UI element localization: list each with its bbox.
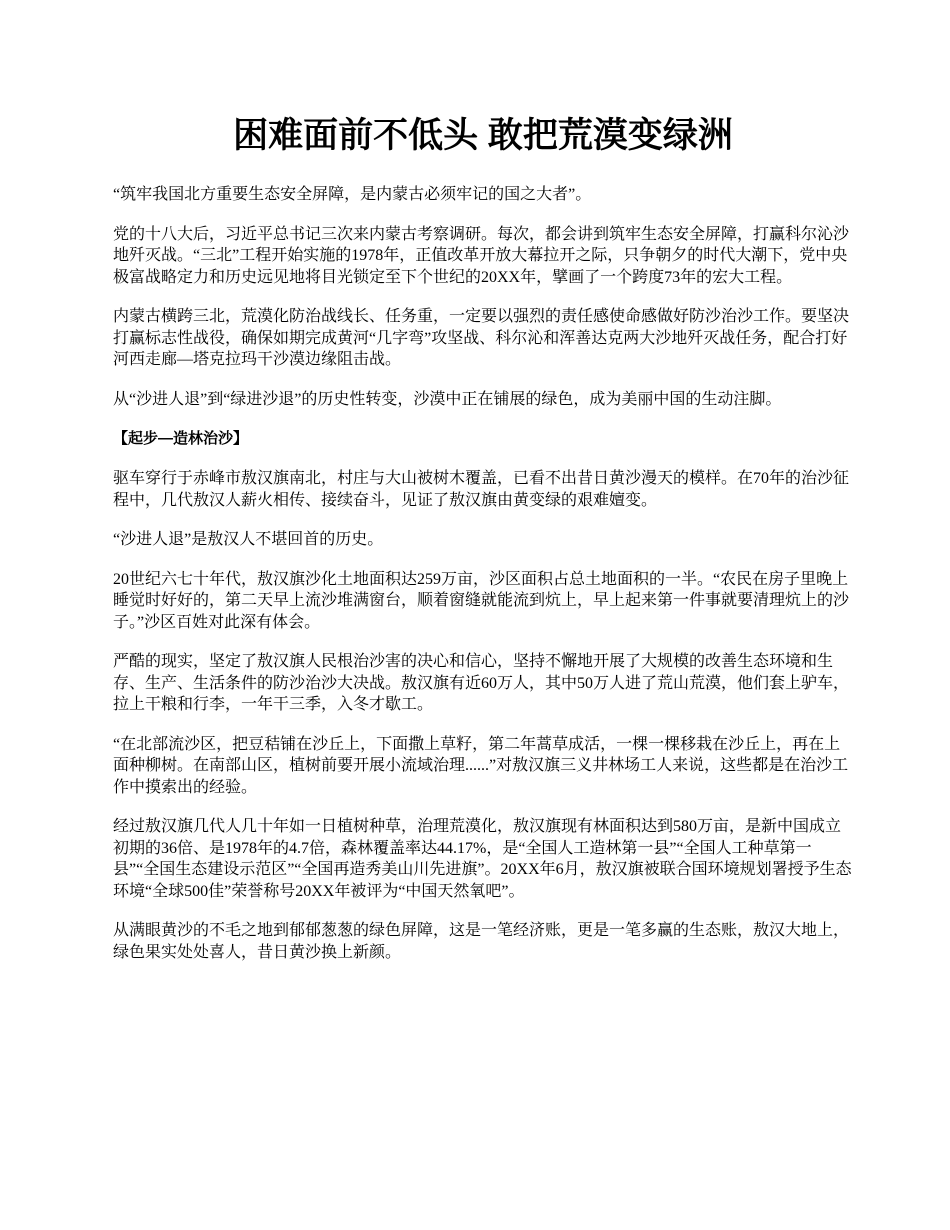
paragraph-mission: 内蒙古横跨三北，荒漠化防治战线长、任务重，一定要以强烈的责任感使命感做好防沙治沙工作。要坚决打赢标志性战役，确保如期完成黄河“几字弯”攻坚战、科尔沁和浑善达克两大沙地歼灭战任务，配合打好河西走廊—塔克拉玛干沙漠边缘阻击战。 bbox=[113, 308, 850, 368]
paragraph-history: “沙进人退”是敖汉人不堪回首的历史。 bbox=[113, 531, 384, 548]
paragraph-inspection: 党的十八大后，习近平总书记三次来内蒙古考察调研。每次，都会讲到筑牢生态安全屏障，打赢科尔沁沙地歼灭战。“三北”工程开始实施的1978年，正值改革开放大幕拉开之际，只争朝夕的时代大潮下，党中央极富战略定力和历史远见地将目光锁定至下个世纪的20XX年，擘画了一个跨度73年的宏大工程。 bbox=[113, 225, 850, 286]
paragraph-intro-quote: “筑牢我国北方重要生态安全屏障，是内蒙古必须牢记的国之大者”。 bbox=[113, 186, 592, 203]
section-heading: 【起步—造林治沙】 bbox=[113, 430, 249, 447]
paragraph-sixties: 20世纪六七十年代，敖汉旗沙化土地面积达259万亩，沙区面积占总土地面积的一半。“农民在房子里晚上睡觉时好好的，第二天早上流沙堆满窗台，顺着窗缝就能流到炕上，早上起来第一件事就要清理炕上的沙子。”沙区百姓对此深有体会。 bbox=[113, 570, 850, 631]
paragraph-aohan-drive: 驱车穿行于赤峰市敖汉旗南北，村庄与大山被树木覆盖，已看不出昔日黄沙漫天的模样。在70年的治沙征程中，几代敖汉人薪火相传、接续奋斗，见证了敖汉旗由黄变绿的艰难嬗变。 bbox=[113, 470, 850, 509]
paragraph-achievements: 经过敖汉旗几代人几十年如一日植树种草，治理荒漠化，敖汉旗现有林面积达到580万亩，是新中国成立初期的36倍、是1978年的4.7倍，森林覆盖率达44.17%，是“全国人工造林第一县”“全国人工种草第一县”“全国生态建设示范区”“全国再造秀美山川先进旗”。20XX年6月，敖汉旗被联合国环境规划署授予生态环境“全球500佳”荣誉称号20XX年被评为“中国天然氧吧”。 bbox=[113, 818, 852, 900]
document-page bbox=[113, 110, 853, 981]
paragraph-conclusion: 从满眼黄沙的不毛之地到郁郁葱葱的绿色屏障，这是一笔经济账，更是一笔多赢的生态账，敖汉大地上，绿色果实处处喜人，昔日黄沙换上新颜。 bbox=[113, 922, 850, 961]
document-title: 困难面前不低头 敢把荒漠变绿洲 bbox=[233, 116, 733, 155]
paragraph-determination: 严酷的现实，坚定了敖汉旗人民根治沙害的决心和信心，坚持不懈地开展了大规模的改善生态环境和生存、生产、生活条件的防沙治沙大决战。敖汉旗有近60万人，其中50万人进了荒山荒漠，他们套上驴车，拉上干粮和行李，一年干三季，入冬才歇工。 bbox=[113, 653, 850, 713]
paragraph-experience: “在北部流沙区，把豆秸铺在沙丘上，下面撒上草籽，第二年蒿草成活，一棵一棵移栽在沙丘上，再在上面种柳树。在南部山区，植树前要开展小流域治理......”对敖汉旗三义井林场工人来说，这些都是在治沙工作中摸索出的经验。 bbox=[113, 735, 849, 796]
paragraph-transformation: 从“沙进人退”到“绿进沙退”的历史性转变，沙漠中正在铺展的绿色，成为美丽中国的生动注脚。 bbox=[113, 390, 782, 408]
